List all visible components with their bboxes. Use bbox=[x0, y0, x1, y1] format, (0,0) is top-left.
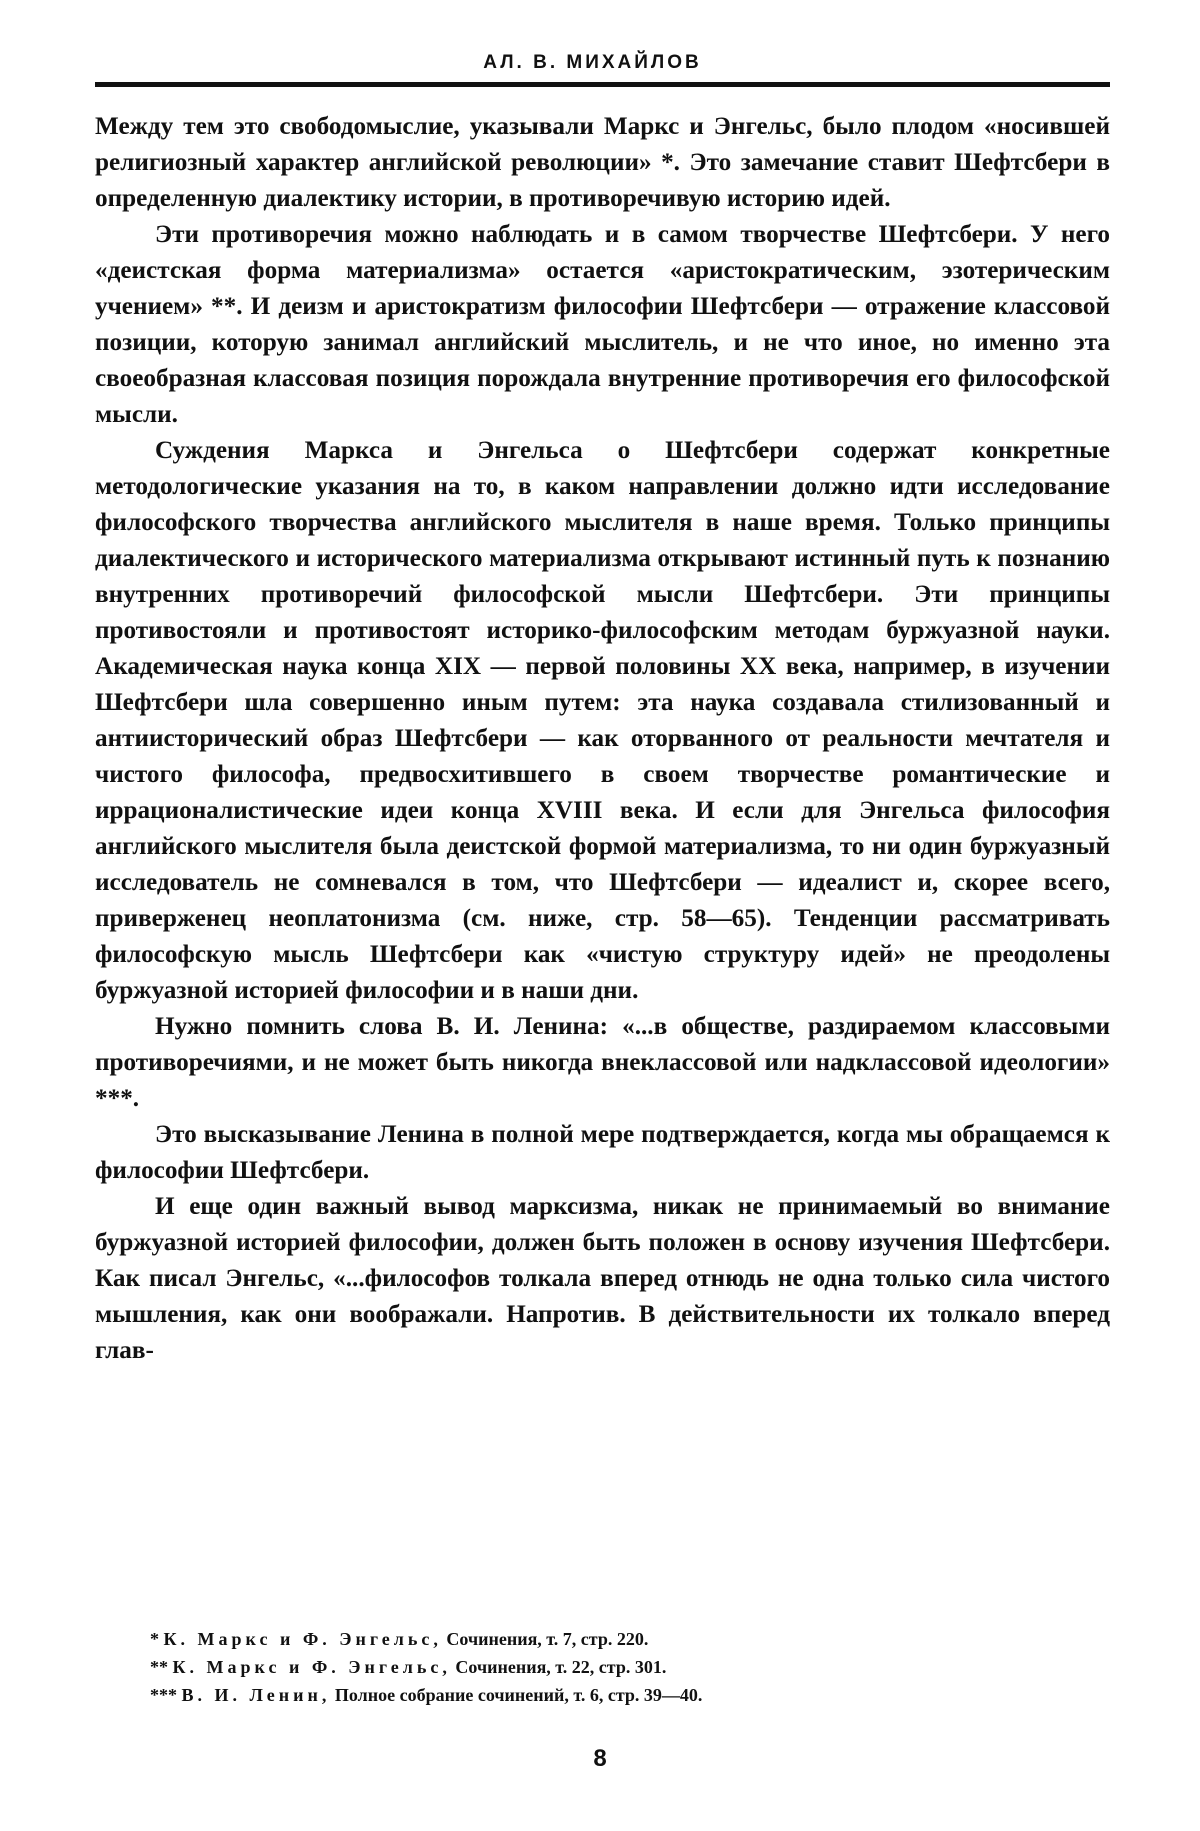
footnote-author: В. И. Ленин, bbox=[181, 1685, 331, 1705]
footnote-author: К. Маркс и Ф. Энгельс, bbox=[172, 1657, 451, 1677]
header-rule bbox=[95, 82, 1110, 87]
page bbox=[95, 52, 1110, 1369]
footnote-1 bbox=[95, 1625, 1110, 1653]
paragraph-2: Эти противоречия можно наблюдать и в самом творчестве Шефтсбери. У него «деистская форма материализма» остается «аристократическим, эзотерическим учением» **. И деизм и аристократизм философии Шефтсбери — отражение классовой позиции, которую занимал английский мыслитель, и не что иное, но именно эта своеобразная классовая позиция порождала внутренние противоречия его философской мысли. bbox=[95, 221, 1110, 428]
footnote-mark: *** bbox=[150, 1685, 177, 1705]
paragraph-6: И еще один важный вывод марксизма, никак не принимаемый во внимание буржуазной историей философии, должен быть положен в основу изучения Шефтсбери. Как писал Энгельс, «...философов толкала вперед отнюдь не одна только сила чистого мышления, как они воображали. Напротив. В действительности их толкало вперед глав- bbox=[95, 1193, 1110, 1364]
paragraph-4: Нужно помнить слова В. И. Ленина: «...в обществе, раздираемом классовыми противоречиями, и не может быть никогда внеклассовой или надклассовой идеологии» ***. bbox=[95, 1013, 1110, 1112]
footnote-mark: * bbox=[150, 1629, 159, 1649]
paragraph-3: Суждения Маркса и Энгельса о Шефтсбери содержат конкретные методологические указания на то, в каком направлении должно идти исследование философского творчества английского мыслителя в наше время. Только принципы диалектического и исторического материализма открывают истинный путь к познанию внутренних противоречий философской мысли Шефтсбери. Эти принципы противостояли и противостоят историко-философским методам буржуазной науки. Академическая наука конца XIX — первой половины XX века, например, в изучении Шефтсбери шла совершенно иным путем: эта наука создавала стилизованный и антиисторический образ Шефтсбери — как оторванного от реальности мечтателя и чистого философа, предвосхитившего в своем творчестве романтические и иррационалистические идеи конца XVIII века. И если для Энгельса философия английского мыслителя была деистской формой материализма, то ни один буржуазный исследователь не сомневался в том, что Шефтсбери — идеалист и, скорее всего, приверженец неоплатонизма (см. ниже, стр. 58—65). Тенденции рассматривать философскую мысль Шефтсбери как «чистую структуру идей» не преодолены буржуазной историей философии и в наши дни. bbox=[95, 437, 1110, 1004]
footnote-mark: ** bbox=[150, 1657, 168, 1677]
footnote-2 bbox=[95, 1653, 1110, 1681]
paragraph-1: Между тем это свободомыслие, указывали Маркс и Энгельс, было плодом «носившей религиозный характер английской революции» *. Это замечание ставит Шефтсбери в определенную диалектику истории, в противоречивую историю идей. bbox=[95, 113, 1110, 212]
body-text bbox=[95, 109, 1110, 1369]
footnote-author: К. Маркс и Ф. Энгельс, bbox=[163, 1629, 442, 1649]
footnote-reference: Полное собрание сочинений, т. 6, стр. 39—40. bbox=[334, 1685, 703, 1705]
footnote-3 bbox=[95, 1681, 1110, 1709]
footnote-reference: Сочинения, т. 22, стр. 301. bbox=[455, 1657, 667, 1677]
paragraph-5: Это высказывание Ленина в полной мере подтверждается, когда мы обращаемся к философии Шефтсбери. bbox=[95, 1121, 1110, 1184]
running-head: АЛ. В. МИХАЙЛОВ bbox=[483, 52, 702, 73]
footnotes bbox=[95, 1625, 1110, 1709]
page-number: 8 bbox=[593, 1745, 607, 1772]
footnote-reference: Сочинения, т. 7, стр. 220. bbox=[446, 1629, 649, 1649]
